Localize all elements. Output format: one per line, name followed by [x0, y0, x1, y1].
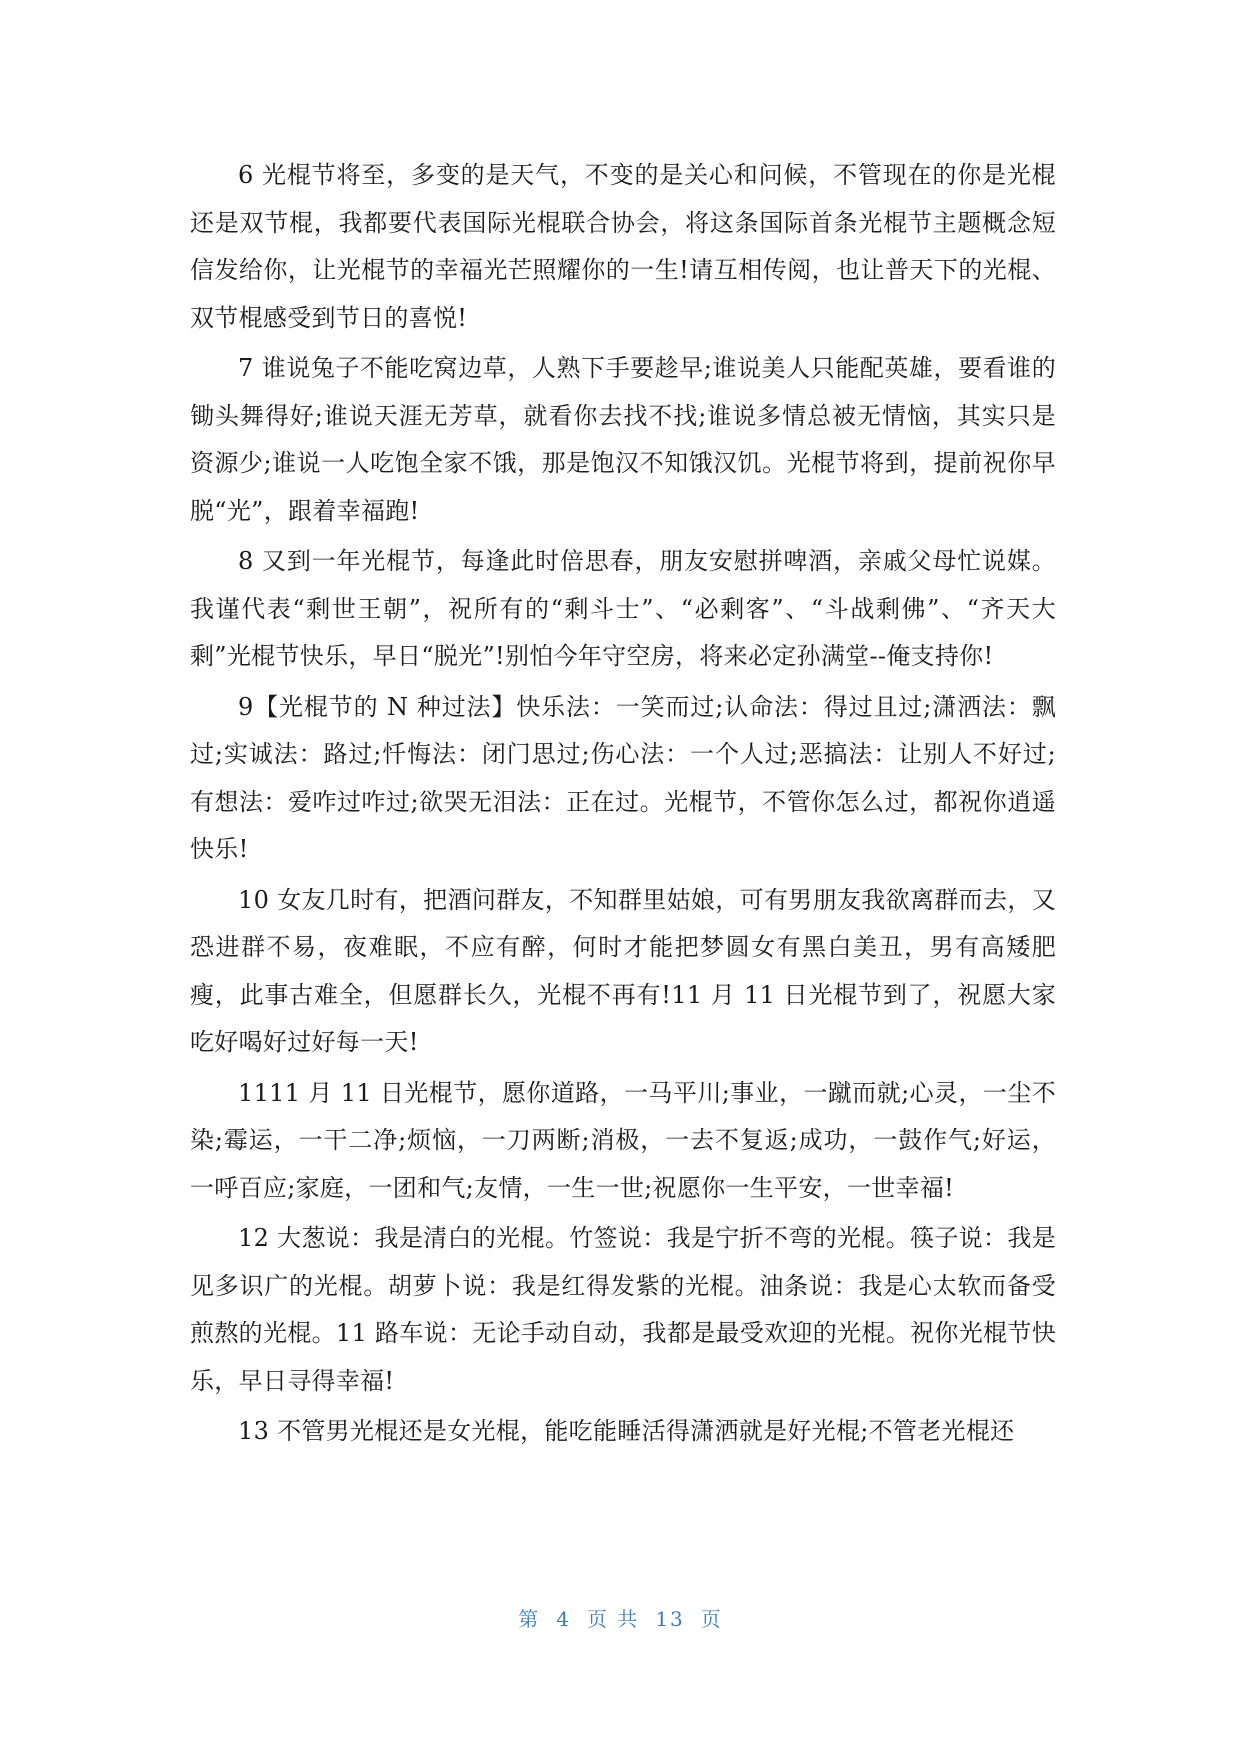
- footer-prefix: 第: [518, 1607, 541, 1631]
- paragraph-13: 13 不管男光棍还是女光棍，能吃能睡活得潇洒就是好光棍;不管老光棍还: [238, 1417, 1015, 1445]
- footer-current-page: 4: [556, 1607, 571, 1631]
- footer-middle: 页 共: [586, 1607, 640, 1631]
- footer-suffix: 页: [700, 1607, 723, 1631]
- paragraph-8: 8 又到一年光棍节，每逢此时倍思春，朋友安慰拼啤酒，亲戚父母忙说媒。我谨代表“剩世王朝”，祝所有的“剩斗士”、“必剩客”、“斗战剩佛”、“齐天大剩”光棍节快乐，早日“脱光”!别怕今年守空房，将来必定孙满堂--俺支持你!: [190, 547, 1056, 670]
- paragraph-9: 9【光棍节的 N 种过法】快乐法：一笑而过;认命法：得过且过;潇洒法：飘过;实诚法：路过;忏悔法：闭门思过;伤心法：一个人过;恶搞法：让别人不好过;有想法：爱咋过咋过;欲哭无泪法：正在过。光棍节，不管你怎么过，都祝你逍遥快乐!: [190, 692, 1056, 863]
- paragraph-7: 7 谁说兔子不能吃窝边草，人熟下手要趁早;谁说美人只能配英雄，要看谁的锄头舞得好;谁说天涯无芳草，就看你去找不找;谁说多情总被无情恼，其实只是资源少;谁说一人吃饱全家不饿，那是饱汉不知饿汉饥。光棍节将到，提前祝你早脱“光”，跟着幸福跑!: [190, 354, 1056, 525]
- paragraph-6: 6 光棍节将至，多变的是天气，不变的是关心和问候，不管现在的你是光棍还是双节棍，我都要代表国际光棍联合协会，将这条国际首条光棍节主题概念短信发给你，让光棍节的幸福光芒照耀你的一生!请互相传阅，也让普天下的光棍、双节棍感受到节日的喜悦!: [190, 161, 1056, 332]
- paragraph-11: 1111 月 11 日光棍节，愿你道路，一马平川;事业，一蹴而就;心灵，一尘不染;霉运，一干二净;烦恼，一刀两断;消极，一去不复返;成功，一鼓作气;好运，一呼百应;家庭，一团和气;友情，一生一世;祝愿你一生平安，一世幸福!: [190, 1078, 1056, 1202]
- paragraph-12: 12 大葱说：我是清白的光棍。竹签说：我是宁折不弯的光棍。筷子说：我是见多识广的光棍。胡萝卜说：我是红得发紫的光棍。油条说：我是心太软而备受煎熬的光棍。11 路车说：无论手动自动，我都是最受欢迎的光棍。祝你光棍节快乐，早日寻得幸福!: [190, 1224, 1056, 1395]
- document-body: [190, 152, 1056, 1459]
- page-footer: [0, 1603, 1241, 1632]
- footer-total-pages: 13: [655, 1607, 685, 1631]
- paragraph-10: 10 女友几时有，把酒问群友，不知群里姑娘，可有男朋友我欲离群而去，又恐进群不易，夜难眠，不应有醉，何时才能把梦圆女有黑白美丑，男有高矮肥瘦，此事古难全，但愿群长久，光棍不再有!11 月 11 日光棍节到了，祝愿大家吃好喝好过好每一天!: [190, 885, 1056, 1056]
